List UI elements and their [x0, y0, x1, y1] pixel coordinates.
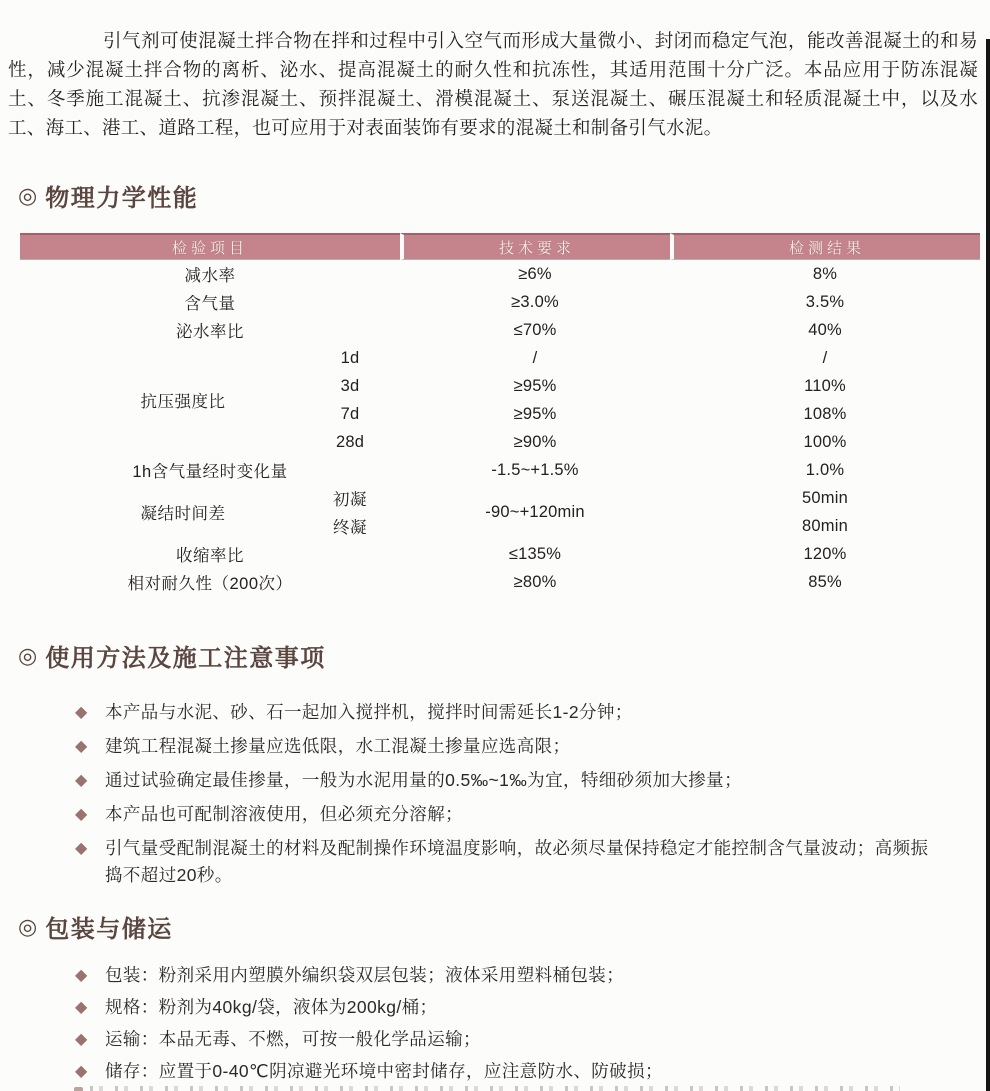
cell-requirement: / [532, 348, 538, 367]
diamond-bullet-icon: ◆ [75, 772, 88, 789]
section-heading-usage [18, 638, 990, 673]
section-title: 物理力学性能 [45, 185, 199, 212]
table-row [20, 568, 980, 596]
cell-requirement: -90~+120min [485, 502, 585, 521]
cell-requirement: ≥95% [513, 404, 557, 423]
cell-item: 泌水率比 [176, 323, 244, 341]
cell-sub-label: 28d [335, 432, 365, 451]
cell-result: 40% [808, 320, 842, 339]
section-heading-packaging [18, 909, 990, 944]
column-header-result: 检测结果 [670, 233, 980, 260]
column-header-item: 检验项目 [20, 233, 400, 260]
cell-result: 1.0% [805, 460, 845, 479]
cell-sub-label: 3d [340, 376, 360, 395]
intro-paragraph: 引气剂可使混凝土拌合物在拌和过程中引入空气而形成大量微小、封闭而稳定气泡，能改善混凝土的和易性，减少混凝土拌合物的离析、泌水、提高混凝土的耐久性和抗冻性，其适用范围十分广泛。本品应用于防冻混凝土、冬季施工混凝土、抗渗混凝土、预拌混凝土、滑模混凝土、泵送混凝土、碾压混凝土和轻质混凝土中，以及水工、海工、港工、道路工程，也可应用于对表面装饰有要求的混凝土和制备引气水泥。 [8, 30, 978, 138]
double-circle-icon: ◎ [18, 182, 38, 208]
cell-result: 85% [808, 572, 842, 591]
cell-item: 1h含气量经时变化量 [132, 463, 288, 481]
table-header-row [20, 233, 980, 260]
section-heading-physical-properties [18, 178, 990, 213]
list-item-text: 本产品与水泥、砂、石一起加入搅拌机，搅拌时间需延长1-2分钟； [105, 702, 633, 722]
table-row [20, 484, 980, 512]
cell-sub-label: 终凝 [333, 519, 367, 537]
section-title: 包装与储运 [45, 916, 173, 943]
table-row [20, 260, 980, 288]
double-circle-icon: ◎ [18, 913, 38, 939]
diamond-bullet-icon: ◆ [75, 840, 88, 857]
cell-result: 100% [803, 432, 847, 451]
diamond-bullet-icon: ◆ [75, 999, 88, 1016]
column-header-requirement: 技术要求 [400, 233, 670, 260]
diamond-bullet-icon: ◆ [75, 967, 88, 984]
double-circle-icon: ◎ [18, 642, 38, 668]
list-item [0, 767, 990, 794]
cell-item: 收缩率比 [176, 547, 244, 565]
list-item-text: 引气量受配制混凝土的材料及配制操作环境温度影响，故必须尽量保持稳定才能控制含气量波动；高频振捣不超过20秒。 [105, 838, 929, 885]
diamond-bullet-icon: ◆ [75, 1063, 88, 1080]
diamond-bullet-icon: ◆ [75, 806, 88, 823]
cell-result: 120% [803, 544, 847, 563]
cell-requirement: ≤70% [513, 320, 557, 339]
cell-result: 110% [804, 376, 846, 395]
cell-result: / [822, 348, 828, 367]
list-item-text: 运输：本品无毒、不燃，可按一般化学品运输； [105, 1029, 481, 1049]
list-item-text: 储存：应置于0-40℃阴凉避光环境中密封储存，应注意防水、防破损； [105, 1061, 663, 1081]
diamond-bullet-icon: ◆ [75, 1031, 88, 1048]
table-row [20, 540, 980, 568]
list-item-text: 包装：粉剂采用内塑膜外编织袋双层包装；液体采用塑料桶包装； [105, 965, 625, 985]
packaging-list [0, 962, 990, 1085]
list-item [0, 994, 990, 1021]
diamond-bullet-icon: ◆ [75, 704, 88, 721]
list-item [0, 835, 990, 889]
table-row [20, 456, 980, 484]
cell-requirement: ≥80% [513, 572, 557, 591]
cell-result: 80min [802, 516, 848, 535]
cell-requirement: -1.5~+1.5% [491, 460, 579, 479]
cell-requirement: ≥95% [513, 376, 557, 395]
cell-result: 108% [803, 404, 847, 423]
cell-sub-label: 1d [340, 348, 360, 367]
list-item [0, 962, 990, 989]
list-item-text: 规格：粉剂为40kg/袋，液体为200kg/桶； [105, 997, 438, 1017]
cell-requirement: ≥3.0% [511, 292, 559, 311]
cell-result: 3.5% [805, 292, 845, 311]
list-item [0, 1058, 990, 1085]
cell-requirement: ≤135% [508, 544, 562, 563]
cell-item: 减水率 [184, 267, 236, 285]
cell-requirement: ≥6% [518, 264, 552, 283]
cell-item: 相对耐久性（200次） [127, 575, 293, 593]
scan-edge-line [986, 39, 990, 1091]
cell-result: 8% [812, 264, 838, 283]
list-item [0, 1026, 990, 1053]
cell-requirement: ≥90% [513, 432, 557, 451]
cell-group-label: 凝结时间差 [140, 505, 226, 523]
cutoff-text-line [90, 1086, 900, 1091]
cell-group-label: 抗压强度比 [140, 393, 226, 411]
physical-properties-table [20, 233, 980, 596]
list-item [0, 733, 990, 760]
table-row [20, 288, 980, 316]
table-row [20, 344, 980, 372]
section-title: 使用方法及施工注意事项 [45, 645, 326, 672]
table-row [20, 316, 980, 344]
diamond-bullet-icon: ◆ [75, 738, 88, 755]
cutoff-bullet-sliver [74, 1087, 83, 1091]
cell-sub-label: 7d [340, 404, 360, 423]
list-item [0, 801, 990, 828]
list-item-text: 本产品也可配制溶液使用，但必须充分溶解； [105, 804, 463, 824]
list-item-text: 通过试验确定最佳掺量，一般为水泥用量的0.5‰~1‰为宜，特细砂须加大掺量； [105, 770, 742, 790]
list-item [0, 699, 990, 726]
cell-result: 50min [802, 488, 848, 507]
cell-item: 含气量 [184, 295, 236, 313]
usage-notes-list [0, 699, 990, 889]
cell-sub-label: 初凝 [333, 491, 367, 509]
document-page [0, 26, 990, 1091]
list-item-text: 建筑工程混凝土掺量应选低限，水工混凝土掺量应选高限； [105, 736, 571, 756]
